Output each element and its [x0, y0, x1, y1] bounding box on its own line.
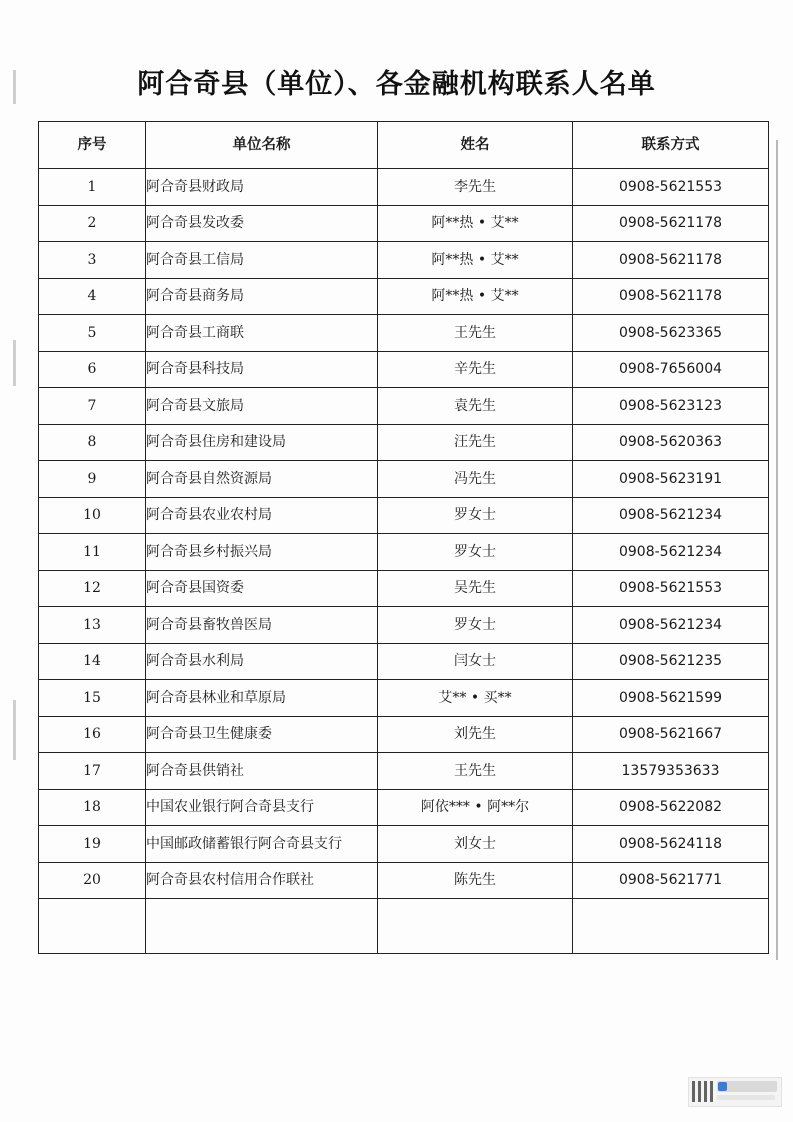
phone-cell: 0908-5624118 — [573, 826, 769, 863]
unit-name-cell: 阿合奇县文旅局 — [146, 388, 378, 425]
row-number: 14 — [39, 643, 146, 680]
contact-name-cell: 王先生 — [378, 315, 573, 352]
table-row — [39, 862, 769, 899]
app-caption — [717, 1095, 775, 1100]
phone-cell: 0908-5623191 — [573, 461, 769, 498]
app-logo — [717, 1081, 777, 1092]
contact-name-cell: 袁先生 — [378, 388, 573, 425]
unit-name-cell: 阿合奇县科技局 — [146, 351, 378, 388]
table-row — [39, 461, 769, 498]
header-no: 序号 — [39, 122, 146, 169]
unit-name-cell: 中国邮政储蓄银行阿合奇县支行 — [146, 826, 378, 863]
phone-cell: 0908-5622082 — [573, 789, 769, 826]
row-number: 3 — [39, 242, 146, 279]
table-row — [39, 789, 769, 826]
unit-name-cell: 阿合奇县自然资源局 — [146, 461, 378, 498]
row-number: 19 — [39, 826, 146, 863]
unit-name-cell: 阿合奇县供销社 — [146, 753, 378, 790]
phone-cell: 0908-5621599 — [573, 680, 769, 717]
unit-name-cell: 阿合奇县乡村振兴局 — [146, 534, 378, 571]
contact-name-cell: 阿依*** • 阿**尔 — [378, 789, 573, 826]
contact-name-cell: 吴先生 — [378, 570, 573, 607]
row-number: 17 — [39, 753, 146, 790]
row-number: 4 — [39, 278, 146, 315]
unit-name-cell: 阿合奇县国资委 — [146, 570, 378, 607]
table-row — [39, 388, 769, 425]
binder-hole-mark — [13, 700, 16, 760]
table-row — [39, 753, 769, 790]
row-number: 9 — [39, 461, 146, 498]
contact-name-cell: 冯先生 — [378, 461, 573, 498]
table-row — [39, 424, 769, 461]
contact-name-cell: 罗女士 — [378, 497, 573, 534]
phone-cell: 0908-5621553 — [573, 169, 769, 206]
contact-name-cell: 刘女士 — [378, 826, 573, 863]
unit-name-cell: 阿合奇县农村信用合作联社 — [146, 862, 378, 899]
qr-code-icon — [692, 1081, 713, 1102]
row-number: 20 — [39, 862, 146, 899]
phone-cell: 0908-5621178 — [573, 205, 769, 242]
contact-name-cell: 汪先生 — [378, 424, 573, 461]
table-row — [39, 716, 769, 753]
unit-name-cell: 阿合奇县畜牧兽医局 — [146, 607, 378, 644]
unit-name-cell: 阿合奇县住房和建设局 — [146, 424, 378, 461]
binder-hole-mark — [13, 340, 16, 386]
row-number: 11 — [39, 534, 146, 571]
blank-cell — [146, 899, 378, 954]
table-row — [39, 643, 769, 680]
unit-name-cell: 阿合奇县工信局 — [146, 242, 378, 279]
phone-cell: 0908-5621553 — [573, 570, 769, 607]
contact-name-cell: 阿**热 • 艾** — [378, 278, 573, 315]
phone-cell: 0908-5623365 — [573, 315, 769, 352]
blank-cell — [573, 899, 769, 954]
phone-cell: 0908-5621235 — [573, 643, 769, 680]
phone-cell: 0908-5621667 — [573, 716, 769, 753]
contact-name-cell: 罗女士 — [378, 534, 573, 571]
row-number: 12 — [39, 570, 146, 607]
table-header-row — [39, 122, 769, 169]
unit-name-cell: 中国农业银行阿合奇县支行 — [146, 789, 378, 826]
table-row — [39, 278, 769, 315]
unit-name-cell: 阿合奇县卫生健康委 — [146, 716, 378, 753]
page-edge-shadow — [776, 140, 778, 960]
scanner-app-watermark — [688, 1077, 782, 1107]
row-number: 2 — [39, 205, 146, 242]
contact-name-cell: 罗女士 — [378, 607, 573, 644]
row-number: 1 — [39, 169, 146, 206]
table-row — [39, 534, 769, 571]
row-number: 16 — [39, 716, 146, 753]
contact-name-cell: 李先生 — [378, 169, 573, 206]
unit-name-cell: 阿合奇县财政局 — [146, 169, 378, 206]
unit-name-cell: 阿合奇县工商联 — [146, 315, 378, 352]
unit-name-cell: 阿合奇县商务局 — [146, 278, 378, 315]
row-number: 13 — [39, 607, 146, 644]
row-number: 18 — [39, 789, 146, 826]
phone-cell: 0908-5621771 — [573, 862, 769, 899]
phone-cell: 0908-5621234 — [573, 534, 769, 571]
contact-name-cell: 闫女士 — [378, 643, 573, 680]
table-row — [39, 570, 769, 607]
phone-cell: 0908-5621178 — [573, 278, 769, 315]
table-row — [39, 205, 769, 242]
contact-name-cell: 阿**热 • 艾** — [378, 205, 573, 242]
contact-name-cell: 陈先生 — [378, 862, 573, 899]
table-row — [39, 315, 769, 352]
header-unit: 单位名称 — [146, 122, 378, 169]
blank-row — [39, 899, 769, 954]
table-row — [39, 242, 769, 279]
contact-name-cell: 王先生 — [378, 753, 573, 790]
contacts-table — [38, 121, 769, 954]
table-body — [39, 169, 769, 954]
row-number: 6 — [39, 351, 146, 388]
phone-cell: 0908-5621234 — [573, 607, 769, 644]
header-phone: 联系方式 — [573, 122, 769, 169]
unit-name-cell: 阿合奇县林业和草原局 — [146, 680, 378, 717]
phone-cell: 13579353633 — [573, 753, 769, 790]
row-number: 7 — [39, 388, 146, 425]
phone-cell: 0908-5623123 — [573, 388, 769, 425]
phone-cell: 0908-5621234 — [573, 497, 769, 534]
contact-name-cell: 阿**热 • 艾** — [378, 242, 573, 279]
contact-name-cell: 辛先生 — [378, 351, 573, 388]
row-number: 8 — [39, 424, 146, 461]
unit-name-cell: 阿合奇县发改委 — [146, 205, 378, 242]
document-title: 阿合奇县（单位）、各金融机构联系人名单 — [137, 69, 656, 100]
blank-cell — [378, 899, 573, 954]
table-row — [39, 826, 769, 863]
blank-cell — [39, 899, 146, 954]
header-name: 姓名 — [378, 122, 573, 169]
table-row — [39, 680, 769, 717]
table-row — [39, 607, 769, 644]
table-row — [39, 169, 769, 206]
phone-cell: 0908-5621178 — [573, 242, 769, 279]
row-number: 10 — [39, 497, 146, 534]
table-row — [39, 497, 769, 534]
table-row — [39, 351, 769, 388]
contact-name-cell: 艾** • 买** — [378, 680, 573, 717]
unit-name-cell: 阿合奇县农业农村局 — [146, 497, 378, 534]
row-number: 5 — [39, 315, 146, 352]
contact-name-cell: 刘先生 — [378, 716, 573, 753]
phone-cell: 0908-7656004 — [573, 351, 769, 388]
phone-cell: 0908-5620363 — [573, 424, 769, 461]
row-number: 15 — [39, 680, 146, 717]
unit-name-cell: 阿合奇县水利局 — [146, 643, 378, 680]
